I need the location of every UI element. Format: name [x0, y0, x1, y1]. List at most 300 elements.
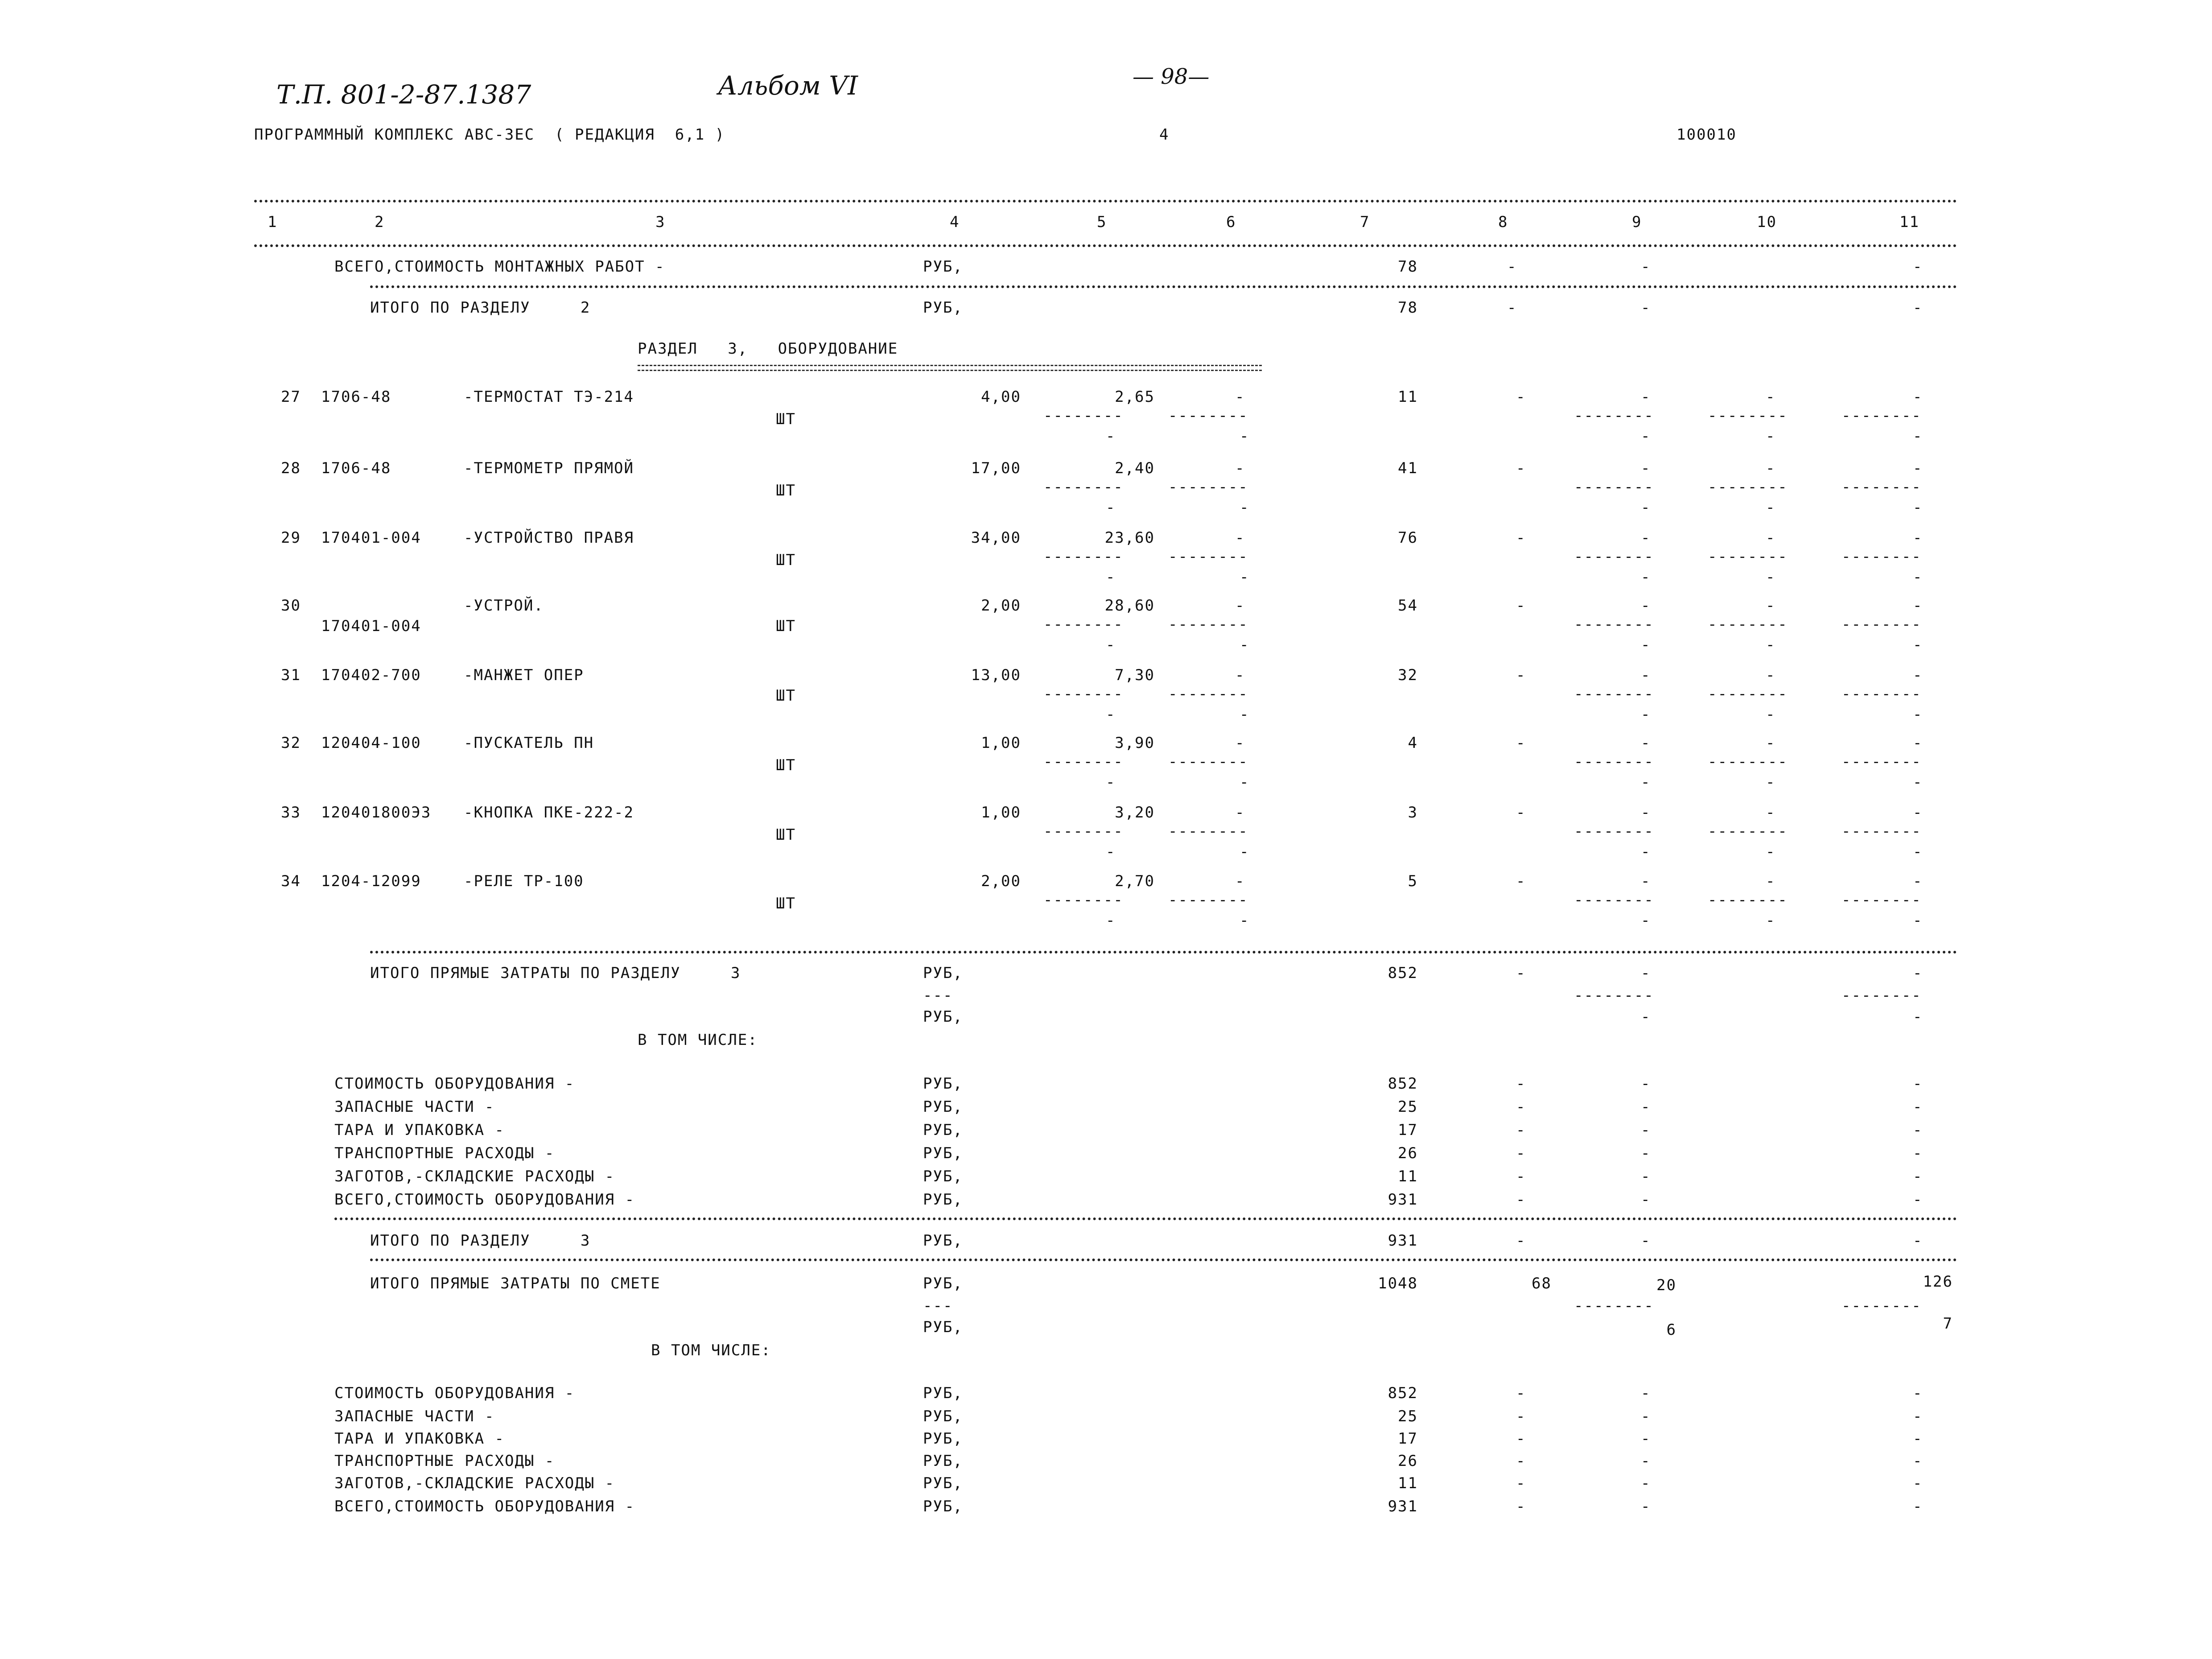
- sub-underline: --------: [1841, 685, 1922, 703]
- placeholder-dash: -: [1516, 804, 1526, 821]
- row-name: -МАНЖЕТ ОПЕР: [464, 666, 584, 684]
- placeholder-dash: -: [1240, 843, 1250, 861]
- section3-title-underline: [638, 365, 1262, 371]
- sub-underline: --------: [1841, 478, 1922, 496]
- sub-underline: --------: [1168, 753, 1248, 771]
- breakdown-label: ЗАПАСНЫЕ ЧАСТИ -: [334, 1407, 495, 1425]
- row-price: 2,70: [1115, 872, 1155, 890]
- row-qty: 4,00: [981, 388, 1021, 406]
- breakdown-unit: РУБ,: [923, 1474, 963, 1492]
- placeholder-dash: -: [1766, 912, 1776, 929]
- placeholder-dash: -: [1641, 1430, 1651, 1448]
- placeholder-dash: -: [1641, 1075, 1651, 1093]
- row-price: 23,60: [1104, 529, 1155, 547]
- placeholder-dash: -: [1106, 773, 1116, 791]
- sub-underline: --------: [1574, 891, 1654, 909]
- breakdown-value: 17: [1398, 1121, 1418, 1139]
- row-total: 54: [1398, 597, 1418, 615]
- sub-underline: --------: [1708, 478, 1788, 496]
- row-unit: ШТ: [776, 410, 796, 428]
- placeholder-dash: -: [1641, 499, 1651, 516]
- row-unit: ШТ: [776, 617, 796, 635]
- sub-underline: --------: [1708, 615, 1788, 633]
- row-unit: ШТ: [776, 687, 796, 705]
- placeholder-dash: -: [1641, 529, 1651, 547]
- row-code: 1204-12099: [321, 872, 421, 890]
- col-num-11: 11: [1899, 213, 1920, 231]
- breakdown-unit: РУБ,: [923, 1191, 963, 1209]
- placeholder-dash: -: [1913, 1075, 1923, 1093]
- placeholder-dash: -: [1641, 706, 1651, 723]
- sub-underline: --------: [1841, 1297, 1922, 1315]
- placeholder-dash: -: [1235, 666, 1245, 684]
- row-name: -ТЕРМОМЕТР ПРЯМОЙ: [464, 459, 634, 477]
- placeholder-dash: -: [1235, 529, 1245, 547]
- section2-total-label: ИТОГО ПО РАЗДЕЛУ 2: [370, 299, 591, 317]
- col-num-5: 5: [1097, 213, 1107, 231]
- sub-underline: --------: [1841, 407, 1922, 425]
- breakdown-unit: РУБ,: [923, 1098, 963, 1116]
- sub-underline: --------: [1168, 548, 1248, 565]
- breakdown-unit: РУБ,: [923, 1075, 963, 1093]
- sub-underline: --------: [1043, 478, 1124, 496]
- sub-underline: --------: [1574, 615, 1654, 633]
- breakdown-label: ВСЕГО,СТОИМОСТЬ ОБОРУДОВАНИЯ -: [334, 1191, 635, 1209]
- placeholder-dash: -: [1641, 734, 1651, 752]
- breakdown-label: ТАРА И УПАКОВКА -: [334, 1121, 505, 1139]
- placeholder-dash: -: [1913, 706, 1923, 723]
- placeholder-dash: -: [1641, 427, 1651, 445]
- section3-incl-label: В ТОМ ЧИСЛЕ:: [638, 1031, 758, 1049]
- breakdown-label: ТРАНСПОРТНЫЕ РАСХОДЫ -: [334, 1144, 555, 1162]
- placeholder-dash: -: [1766, 459, 1776, 477]
- estimate-direct-label: ИТОГО ПРЯМЫЕ ЗАТРАТЫ ПО СМЕТЕ: [370, 1275, 661, 1292]
- breakdown-label: ТРАНСПОРТНЫЕ РАСХОДЫ -: [334, 1452, 555, 1470]
- placeholder-dash: -: [1641, 1144, 1651, 1162]
- sub-underline: --------: [1841, 548, 1922, 565]
- placeholder-dash: -: [1913, 804, 1923, 821]
- placeholder-dash: -: [1913, 666, 1923, 684]
- sub-underline: --------: [1168, 822, 1248, 840]
- row-name: -КНОПКА ПКЕ-222-2: [464, 804, 634, 821]
- placeholder-dash: -: [1641, 258, 1651, 276]
- sheet-number: 4: [1159, 126, 1170, 144]
- row-total: 3: [1408, 804, 1418, 821]
- placeholder-dash: -: [1641, 597, 1651, 615]
- placeholder-dash: -: [1516, 666, 1526, 684]
- placeholder-dash: -: [1641, 299, 1651, 317]
- placeholder-dash: -: [1516, 529, 1526, 547]
- placeholder-dash: -: [1913, 1430, 1923, 1448]
- placeholder-dash: -: [1913, 258, 1923, 276]
- row-number: 33: [281, 804, 301, 821]
- placeholder-dash: -: [1641, 804, 1651, 821]
- placeholder-dash: -: [1106, 499, 1116, 516]
- placeholder-dash: -: [1913, 1474, 1923, 1492]
- placeholder-dash: -: [1913, 427, 1923, 445]
- placeholder-dash: -: [1516, 734, 1526, 752]
- placeholder-dash: -: [1913, 459, 1923, 477]
- sub-underline: --------: [1841, 753, 1922, 771]
- row-total: 5: [1408, 872, 1418, 890]
- breakdown-value: 26: [1398, 1452, 1418, 1470]
- sub-underline: --------: [1574, 548, 1654, 565]
- breakdown-value: 852: [1388, 1384, 1418, 1402]
- breakdown-value: 931: [1388, 1191, 1418, 1209]
- placeholder-dash: -: [1913, 734, 1923, 752]
- placeholder-dash: -: [1641, 773, 1651, 791]
- placeholder-dash: -: [1913, 1498, 1923, 1515]
- placeholder-dash: -: [1641, 388, 1651, 406]
- placeholder-dash: -: [1913, 872, 1923, 890]
- placeholder-dash: -: [1516, 597, 1526, 615]
- breakdown-value: 11: [1398, 1168, 1418, 1185]
- placeholder-dash: -: [1766, 734, 1776, 752]
- placeholder-dash: -: [1240, 568, 1250, 586]
- sub-underline: --------: [1841, 822, 1922, 840]
- placeholder-dash: -: [1516, 1407, 1526, 1425]
- placeholder-dash: -: [1766, 804, 1776, 821]
- placeholder-dash: -: [1641, 1474, 1651, 1492]
- row-total: 76: [1398, 529, 1418, 547]
- placeholder-dash: -: [1106, 568, 1116, 586]
- placeholder-dash: -: [1913, 299, 1923, 317]
- placeholder-dash: -: [1766, 529, 1776, 547]
- short-rule: ---: [923, 1297, 953, 1315]
- placeholder-dash: -: [1516, 1191, 1526, 1209]
- row-code: 120401800Э3: [321, 804, 432, 821]
- placeholder-dash: -: [1913, 1008, 1923, 1026]
- section2-total-unit: РУБ,: [923, 299, 963, 317]
- breakdown-value: 852: [1388, 1075, 1418, 1093]
- row-unit: ШТ: [776, 551, 796, 569]
- sub-underline: --------: [1043, 548, 1124, 565]
- placeholder-dash: -: [1516, 1452, 1526, 1470]
- row-qty: 34,00: [971, 529, 1021, 547]
- placeholder-dash: -: [1516, 1168, 1526, 1185]
- placeholder-dash: -: [1913, 964, 1923, 982]
- placeholder-dash: -: [1516, 1075, 1526, 1093]
- placeholder-dash: -: [1516, 872, 1526, 890]
- col-num-8: 8: [1498, 213, 1508, 231]
- row-number: 27: [281, 388, 301, 406]
- sub-underline: --------: [1043, 407, 1124, 425]
- placeholder-dash: -: [1766, 872, 1776, 890]
- breakdown-value: 25: [1398, 1407, 1418, 1425]
- breakdown-unit: РУБ,: [923, 1168, 963, 1185]
- row-name: -УСТРОЙСТВО ПРАВЯ: [464, 529, 634, 547]
- row-total: 4: [1408, 734, 1418, 752]
- placeholder-dash: -: [1766, 568, 1776, 586]
- sub-underline: --------: [1574, 822, 1654, 840]
- col-num-3: 3: [655, 213, 666, 231]
- row-total: 41: [1398, 459, 1418, 477]
- col-num-10: 10: [1757, 213, 1777, 231]
- row-name: -УСТРОЙ.: [464, 597, 544, 615]
- sub-underline: --------: [1043, 615, 1124, 633]
- section3-title: РАЗДЕЛ 3, ОБОРУДОВАНИЕ: [638, 340, 898, 358]
- placeholder-dash: -: [1913, 1384, 1923, 1402]
- total-mount-value: 78: [1398, 258, 1418, 276]
- col-num-9: 9: [1632, 213, 1642, 231]
- placeholder-dash: -: [1766, 499, 1776, 516]
- placeholder-dash: -: [1913, 636, 1923, 654]
- sub-underline: --------: [1574, 685, 1654, 703]
- placeholder-dash: -: [1516, 1498, 1526, 1515]
- sub-underline: --------: [1708, 548, 1788, 565]
- row-total: 32: [1398, 666, 1418, 684]
- row-qty: 1,00: [981, 734, 1021, 752]
- placeholder-dash: -: [1913, 1121, 1923, 1139]
- placeholder-dash: -: [1913, 1098, 1923, 1116]
- row-number: 29: [281, 529, 301, 547]
- placeholder-dash: -: [1240, 499, 1250, 516]
- sub-underline: --------: [1574, 407, 1654, 425]
- placeholder-dash: -: [1106, 636, 1116, 654]
- rule: [370, 285, 1957, 288]
- row-price: 2,65: [1115, 388, 1155, 406]
- breakdown-label: ЗАГОТОВ,-СКЛАДСКИЕ РАСХОДЫ -: [334, 1474, 615, 1492]
- placeholder-dash: -: [1507, 299, 1517, 317]
- section3-direct-label: ИТОГО ПРЯМЫЕ ЗАТРАТЫ ПО РАЗДЕЛУ 3: [370, 964, 741, 982]
- placeholder-dash: -: [1235, 597, 1245, 615]
- placeholder-dash: -: [1240, 706, 1250, 723]
- placeholder-dash: -: [1641, 459, 1651, 477]
- section3-direct-unit2: РУБ,: [923, 1008, 963, 1026]
- estimate-incl-label: В ТОМ ЧИСЛЕ:: [651, 1341, 771, 1359]
- placeholder-dash: -: [1516, 1232, 1526, 1250]
- placeholder-dash: -: [1641, 1121, 1651, 1139]
- placeholder-dash: -: [1240, 912, 1250, 929]
- placeholder-dash: -: [1106, 912, 1116, 929]
- breakdown-label: СТОИМОСТЬ ОБОРУДОВАНИЯ -: [334, 1075, 575, 1093]
- row-code: 1706-48: [321, 459, 391, 477]
- placeholder-dash: -: [1516, 459, 1526, 477]
- placeholder-dash: -: [1240, 427, 1250, 445]
- sub-underline: --------: [1574, 986, 1654, 1004]
- sub-underline: --------: [1168, 407, 1248, 425]
- placeholder-dash: -: [1641, 1168, 1651, 1185]
- placeholder-dash: -: [1641, 1008, 1651, 1026]
- row-qty: 2,00: [981, 872, 1021, 890]
- placeholder-dash: -: [1913, 843, 1923, 861]
- sub-underline: --------: [1841, 891, 1922, 909]
- placeholder-dash: -: [1516, 964, 1526, 982]
- placeholder-dash: -: [1641, 1384, 1651, 1402]
- total-mount-label: ВСЕГО,СТОИМОСТЬ МОНТАЖНЫХ РАБОТ -: [334, 258, 665, 276]
- row-unit: ШТ: [776, 756, 796, 774]
- placeholder-dash: -: [1913, 773, 1923, 791]
- row-number: 30: [281, 597, 301, 615]
- estimate-direct-unit2: РУБ,: [923, 1318, 963, 1336]
- row-unit: ШТ: [776, 482, 796, 499]
- rule: [334, 1217, 1957, 1220]
- placeholder-dash: -: [1641, 666, 1651, 684]
- breakdown-unit: РУБ,: [923, 1384, 963, 1402]
- placeholder-dash: -: [1240, 773, 1250, 791]
- placeholder-dash: -: [1235, 804, 1245, 821]
- placeholder-dash: -: [1766, 597, 1776, 615]
- sub-underline: --------: [1574, 753, 1654, 771]
- sub-underline: --------: [1168, 891, 1248, 909]
- placeholder-dash: -: [1516, 1121, 1526, 1139]
- sub-underline: --------: [1168, 615, 1248, 633]
- placeholder-dash: -: [1235, 872, 1245, 890]
- sub-underline: --------: [1841, 986, 1922, 1004]
- row-qty: 1,00: [981, 804, 1021, 821]
- col-num-2: 2: [375, 213, 385, 231]
- rule: [370, 951, 1957, 953]
- placeholder-dash: -: [1913, 1452, 1923, 1470]
- placeholder-dash: -: [1913, 1168, 1923, 1185]
- row-code: 1706-48: [321, 388, 391, 406]
- col-num-6: 6: [1226, 213, 1236, 231]
- placeholder-dash: -: [1240, 636, 1250, 654]
- breakdown-label: ЗАПАСНЫЕ ЧАСТИ -: [334, 1098, 495, 1116]
- table-top-rule: [254, 200, 1957, 202]
- col-num-1: 1: [268, 213, 278, 231]
- section3-total-label: ИТОГО ПО РАЗДЕЛУ 3: [370, 1232, 591, 1250]
- placeholder-dash: -: [1641, 1098, 1651, 1116]
- breakdown-unit: РУБ,: [923, 1407, 963, 1425]
- breakdown-unit: РУБ,: [923, 1121, 963, 1139]
- row-number: 28: [281, 459, 301, 477]
- sub-underline: --------: [1574, 478, 1654, 496]
- sub-underline: --------: [1574, 1297, 1654, 1315]
- placeholder-dash: -: [1913, 912, 1923, 929]
- breakdown-unit: РУБ,: [923, 1452, 963, 1470]
- placeholder-dash: -: [1641, 1407, 1651, 1425]
- estimate-c7: 1048: [1378, 1275, 1418, 1292]
- breakdown-unit: РУБ,: [923, 1430, 963, 1448]
- section3-total-unit: РУБ,: [923, 1232, 963, 1250]
- row-price: 7,30: [1115, 666, 1155, 684]
- document-id: 100010: [1677, 126, 1737, 144]
- row-name: -ПУСКАТЕЛЬ ПН: [464, 734, 594, 752]
- row-price: 3,90: [1115, 734, 1155, 752]
- breakdown-unit: РУБ,: [923, 1498, 963, 1515]
- estimate-c8: 68: [1532, 1275, 1552, 1292]
- placeholder-dash: -: [1106, 706, 1116, 723]
- placeholder-dash: -: [1641, 1452, 1651, 1470]
- placeholder-dash: -: [1106, 427, 1116, 445]
- row-name: -ТЕРМОСТАТ ТЭ-214: [464, 388, 634, 406]
- col-num-4: 4: [950, 213, 960, 231]
- sub-underline: --------: [1708, 685, 1788, 703]
- section2-total-value: 78: [1398, 299, 1418, 317]
- breakdown-value: 25: [1398, 1098, 1418, 1116]
- placeholder-dash: -: [1235, 734, 1245, 752]
- row-code: 170402-700: [321, 666, 421, 684]
- sub-underline: --------: [1708, 822, 1788, 840]
- rule: [370, 1259, 1957, 1261]
- estimate-direct-unit: РУБ,: [923, 1275, 963, 1292]
- page-number: — 98—: [1133, 64, 1210, 89]
- placeholder-dash: -: [1516, 1430, 1526, 1448]
- placeholder-dash: -: [1641, 872, 1651, 890]
- placeholder-dash: -: [1516, 1474, 1526, 1492]
- total-mount-unit: РУБ,: [923, 258, 963, 276]
- placeholder-dash: -: [1507, 258, 1517, 276]
- short-rule: ---: [923, 986, 953, 1004]
- placeholder-dash: -: [1913, 1232, 1923, 1250]
- placeholder-dash: -: [1516, 388, 1526, 406]
- placeholder-dash: -: [1766, 843, 1776, 861]
- row-qty: 2,00: [981, 597, 1021, 615]
- placeholder-dash: -: [1641, 964, 1651, 982]
- col-num-7: 7: [1360, 213, 1370, 231]
- row-unit: ШТ: [776, 826, 796, 844]
- placeholder-dash: -: [1913, 1144, 1923, 1162]
- estimate-c11: 126: [1923, 1273, 1953, 1291]
- row-qty: 13,00: [971, 666, 1021, 684]
- placeholder-dash: -: [1641, 843, 1651, 861]
- placeholder-dash: -: [1913, 529, 1923, 547]
- placeholder-dash: -: [1913, 568, 1923, 586]
- breakdown-label: СТОИМОСТЬ ОБОРУДОВАНИЯ -: [334, 1384, 575, 1402]
- estimate-c11b: 7: [1943, 1315, 1953, 1333]
- placeholder-dash: -: [1235, 459, 1245, 477]
- placeholder-dash: -: [1641, 1191, 1651, 1209]
- row-code: 170401-004: [321, 617, 421, 635]
- placeholder-dash: -: [1913, 499, 1923, 516]
- row-price: 3,20: [1115, 804, 1155, 821]
- estimate-c9: 20: [1656, 1276, 1677, 1294]
- document-code: Т.П. 801-2-87.1387: [276, 79, 531, 110]
- sub-underline: --------: [1708, 407, 1788, 425]
- placeholder-dash: -: [1913, 1191, 1923, 1209]
- placeholder-dash: -: [1766, 666, 1776, 684]
- placeholder-dash: -: [1766, 388, 1776, 406]
- sub-underline: --------: [1708, 753, 1788, 771]
- breakdown-label: ВСЕГО,СТОИМОСТЬ ОБОРУДОВАНИЯ -: [334, 1498, 635, 1515]
- sub-underline: --------: [1043, 822, 1124, 840]
- placeholder-dash: -: [1913, 597, 1923, 615]
- placeholder-dash: -: [1641, 568, 1651, 586]
- placeholder-dash: -: [1766, 636, 1776, 654]
- section3-direct-value: 852: [1388, 964, 1418, 982]
- placeholder-dash: -: [1106, 843, 1116, 861]
- placeholder-dash: -: [1516, 1098, 1526, 1116]
- sub-underline: --------: [1841, 615, 1922, 633]
- breakdown-value: 26: [1398, 1144, 1418, 1162]
- row-price: 28,60: [1104, 597, 1155, 615]
- placeholder-dash: -: [1641, 1232, 1651, 1250]
- sub-underline: --------: [1043, 753, 1124, 771]
- sub-underline: --------: [1168, 685, 1248, 703]
- breakdown-label: ТАРА И УПАКОВКА -: [334, 1430, 505, 1448]
- row-name: -РЕЛЕ ТР-100: [464, 872, 584, 890]
- row-total: 11: [1398, 388, 1418, 406]
- program-line: ПРОГРАММНЫЙ КОМПЛЕКС АВС-3ЕС ( РЕДАКЦИЯ 6,1 ): [254, 126, 725, 144]
- row-qty: 17,00: [971, 459, 1021, 477]
- breakdown-label: ЗАГОТОВ,-СКЛАДСКИЕ РАСХОДЫ -: [334, 1168, 615, 1185]
- section3-total-value: 931: [1388, 1232, 1418, 1250]
- row-number: 32: [281, 734, 301, 752]
- placeholder-dash: -: [1766, 706, 1776, 723]
- row-unit: ШТ: [776, 895, 796, 912]
- placeholder-dash: -: [1913, 388, 1923, 406]
- row-code: 120404-100: [321, 734, 421, 752]
- estimate-c9b: 6: [1666, 1321, 1677, 1339]
- placeholder-dash: -: [1913, 1407, 1923, 1425]
- placeholder-dash: -: [1235, 388, 1245, 406]
- sub-underline: --------: [1168, 478, 1248, 496]
- row-code: 170401-004: [321, 529, 421, 547]
- placeholder-dash: -: [1766, 773, 1776, 791]
- row-price: 2,40: [1115, 459, 1155, 477]
- sub-underline: --------: [1043, 891, 1124, 909]
